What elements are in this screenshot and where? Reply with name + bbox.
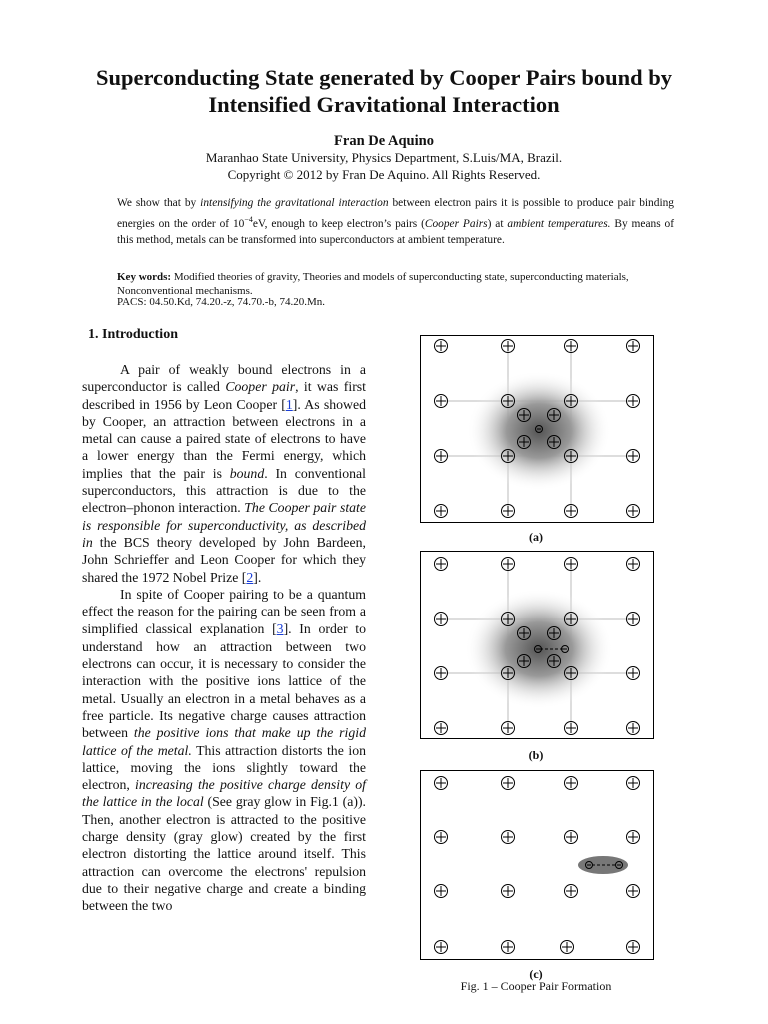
copyright: Copyright © 2012 by Fran De Aquino. All Rights Reserved. [227,167,541,182]
pacs-codes: PACS: 04.50.Kd, 74.20.-z, 74.70.-b, 74.20.Mn. [117,296,325,308]
intro-text [82,361,366,915]
label-b: (b) [528,748,544,762]
affiliation: Maranhao State University, Physics Department, S.Luis/MA, Brazil. [205,150,563,165]
abstract: We show that by intensifying the gravitational interaction between electron pairs it is possible to produce pair binding energies on the order of $10^{-4}eV$, enough to keep electron’s pairs (Cooper Pairs) at ambient temperatures. By means of this method, metals can be transformed into superconductors at ambient temperature. [117,197,675,246]
intro-paragraph-1: A pair of weakly bound electrons in a superconductor is called Cooper pair, it was first described in 1956 by Leon Cooper [1]. As showed by Cooper, an attraction between electrons in a metal can cause a paired state of electrons to have a lower energy than the Fermi energy, which implies that the pair is bound. In conventional superconductors, this attraction is due to the electron–phonon interaction. The Cooper pair state is responsible for superconductivity, as described in the BCS theory developed by John Bardeen, John Schrieffer and Leon Cooper for which they shared the 1972 Nobel Prize [2]. [82,362,367,585]
lattice-diagram-b [421,552,653,738]
figure-panel-c [420,770,654,960]
figure-panel-b [420,551,654,739]
intro-paragraph-2: In spite of Cooper pairing to be a quantum effect the reason for the pairing can be seen from a simplified classical explanation [3]. In order to understand how an attraction between two electrons can occur, it is necessary to consider the interaction with the positive ions lattice of the metal. Usually an electron in a metal behaves as a free particle. Its negative charge causes attraction between the positive ions that make up the rigid lattice of the metal. This attraction distorts the ion lattice, moving the ions slightly toward the electron, increasing the positive charge density of the lattice in the local (See gray glow in Fig.1 (a)). Then, another electron is attracted to the positive charge density (gray glow) created by the first electron distorting the lattice around itself. This attraction can overcome the electrons' repulsion due to their negative charge and create a binding between the two [82,586,366,914]
section-heading: 1. Introduction [88,327,178,342]
lattice-diagram-c [421,771,653,959]
reference-link-1[interactable]: 1 [285,396,293,412]
lattice-diagram-a [421,336,653,522]
figure-caption: Fig. 1 – Cooper Pair Formation [460,979,612,993]
author-name: Fran De Aquino [334,133,434,149]
label-c: (c) [529,967,543,981]
paper-title: Superconducting State generated by Cooper Pairs bound by Intensified Gravitational Interaction [95,65,673,117]
label-a: (a) [529,530,543,544]
figure-panel-a [420,335,654,523]
reference-link-2[interactable]: 2 [246,569,254,585]
reference-link-3[interactable]: 3 [276,621,284,637]
keywords: Key words: Modified theories of gravity, Theories and models of superconducting state, superconducting materials, Nonconventional mechanisms. [117,271,629,297]
